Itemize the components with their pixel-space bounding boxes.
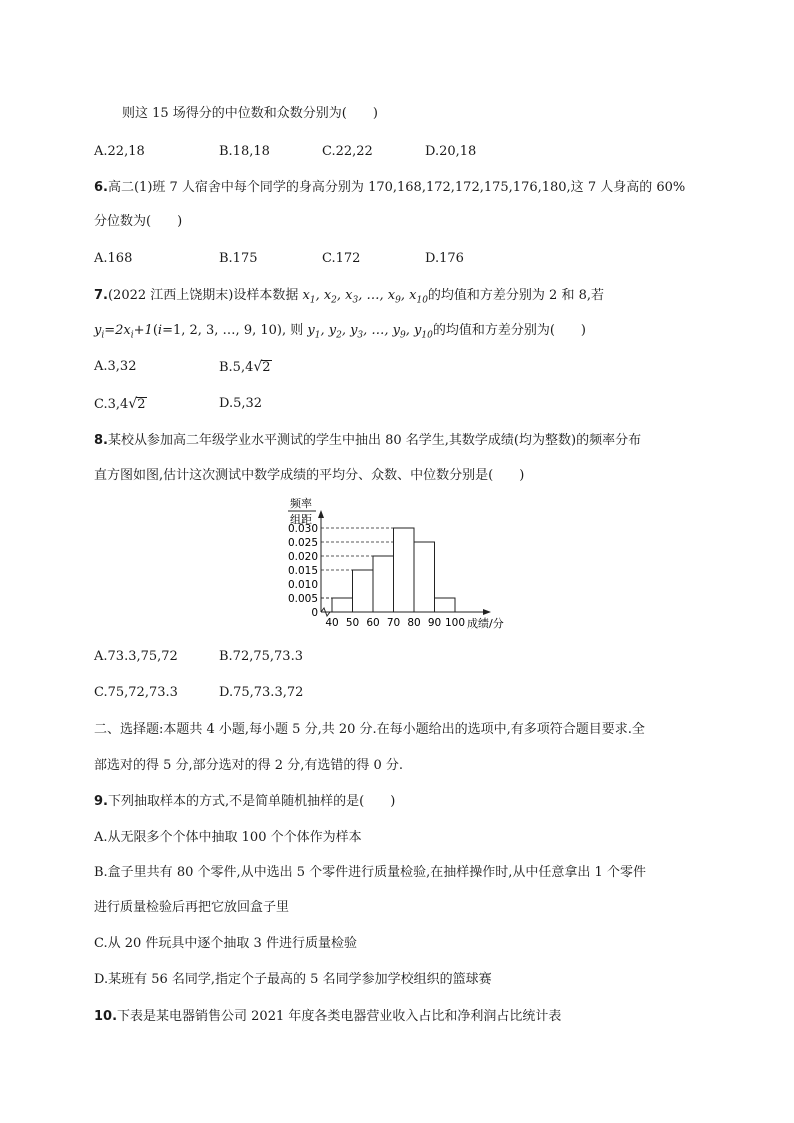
y-tick-labels: [288, 523, 318, 619]
q8-option-b: B.72,75,73.3: [219, 649, 303, 664]
q8-option-d: D.75,73.3,72: [219, 685, 304, 700]
ylabel-top: 频率: [290, 497, 312, 510]
x-tick-label: 40: [325, 617, 339, 629]
q9-stem: [94, 793, 395, 811]
section2-line2: 部选对的得 5 分,部分选对的得 2 分,有选错的得 0 分.: [94, 758, 404, 773]
x-tick-label: 60: [366, 617, 380, 629]
histogram-bar: [353, 570, 374, 612]
q7-number: 7.: [94, 288, 108, 303]
section2-line1: 二、选择题:本题共 4 小题,每小题 5 分,共 20 分.在每小题给出的选项中,有多项符合题目要求.全: [94, 722, 645, 737]
chart-bars: [332, 528, 455, 612]
q7-line1: [94, 287, 604, 310]
y-tick-label: 0.005: [287, 593, 318, 605]
q5-option-c: C.22,22: [322, 144, 373, 159]
q9-option-b-line2: 进行质量检验后再把它放回盒子里: [94, 900, 290, 915]
histogram-bar: [332, 598, 353, 612]
q7-option-c: C.3,4√2: [94, 396, 146, 412]
y-axis-arrow: [318, 510, 324, 518]
y-tick-label: 0.020: [287, 551, 318, 563]
q9-text: 下列抽取样本的方式,不是简单随机抽样的是( ): [107, 794, 396, 809]
x-tick-label: 80: [407, 617, 421, 629]
q8-option-a: A.73.3,75,72: [94, 649, 178, 664]
q8-line1: [94, 432, 641, 450]
q9-option-d: D.某班有 56 名同学,指定个子最高的 5 名同学参加学校组织的篮球赛: [94, 972, 492, 987]
xlabel: 成绩/分: [467, 617, 504, 630]
y-tick-label: 0.015: [287, 565, 318, 577]
q5-option-a: A.22,18: [94, 144, 145, 159]
q7-suffix1: 的均值和方差分别为 2 和 8,若: [427, 288, 604, 303]
q9-option-a: A.从无限多个个体中抽取 100 个个体作为样本: [94, 830, 362, 845]
q10-number: 10.: [94, 1009, 118, 1024]
q7-transform: $y_i=2x_i+1$: [94, 323, 153, 341]
y-tick-label: 0.010: [287, 579, 318, 591]
q7-y-data: $y_1$, $y_2$, $y_3$, …, $y_9$, $y_{10}$: [307, 323, 433, 341]
x-tick-label: 70: [386, 617, 401, 629]
y-tick-label: 0.030: [287, 523, 318, 535]
frequency-histogram: [280, 494, 520, 636]
x-axis-arrow: [483, 609, 491, 615]
q6-option-c: C.172: [322, 251, 361, 266]
q8-line2: 直方图如图,估计这次测试中数学成绩的平均分、众数、中位数分别是( ): [94, 468, 525, 483]
q8-option-c: C.75,72,73.3: [94, 685, 178, 700]
q7-option-a: A.3,32: [94, 359, 137, 374]
q6-option-d: D.176: [425, 251, 464, 266]
q6-text-1: 高二(1)班 7 人宿舍中每个同学的身高分别为 170,168,172,172,175,176,180,这 7 人身高的 60%: [107, 180, 686, 195]
q10-stem: [94, 1008, 561, 1026]
q5-stem: 则这 15 场得分的中位数和众数分别为( ): [122, 106, 378, 121]
q7-suffix2: 的均值和方差分别为( ): [432, 323, 586, 338]
x-tick-labels: [325, 617, 465, 629]
q6-line1: [94, 179, 685, 197]
q6-number: 6.: [94, 180, 108, 195]
y-tick-label: 0.025: [287, 537, 318, 549]
q8-number: 8.: [94, 433, 108, 448]
x-tick-label: 100: [444, 617, 466, 629]
histogram-bar: [435, 598, 456, 612]
q7-option-d: D.5,32: [219, 396, 263, 411]
q8-text-1: 某校从参加高二年级学业水平测试的学生中抽出 80 名学生,其数学成绩(均为整数)的频率分布: [107, 433, 642, 448]
q7-line2: $y_i=2x_i+1(i=1$, 2, 3, …, 9, 10), 则 $y_1$, $y_2$, $y_3$, …, $y_9$, $y_{10}$的均值和方差分别为( ): [94, 323, 586, 341]
histogram-bar: [394, 528, 415, 612]
q9-option-c: C.从 20 件玩具中逐个抽取 3 件进行质量检验: [94, 936, 357, 951]
q6-option-b: B.175: [219, 251, 258, 266]
q10-text: 下表是某电器销售公司 2021 年度各类电器营业收入占比和净利润占比统计表: [117, 1009, 562, 1024]
q7-prefix: (2022 江西上饶期末)设样本数据: [107, 288, 303, 303]
q7-sample-data: $x_1$, $x_2$, $x_3$, …, $x_9$, $x_{10}$: [302, 288, 428, 306]
q5-option-d: D.20,18: [425, 144, 477, 159]
q9-number: 9.: [94, 794, 108, 809]
q5-option-b: B.18,18: [219, 144, 270, 159]
histogram-bar: [373, 556, 394, 612]
x-tick-label: 50: [345, 617, 360, 629]
ylabel-bottom: 组距: [290, 513, 312, 526]
q6-option-a: A.168: [94, 251, 133, 266]
q9-option-b-line1: B.盒子里共有 80 个零件,从中选出 5 个零件进行质量检验,在抽样操作时,从中任意拿出 1 个零件: [94, 865, 646, 880]
q7-option-b: B.5,4√2: [219, 359, 271, 375]
y-tick-label: 0: [311, 607, 318, 619]
x-tick-label: 90: [427, 617, 442, 629]
histogram-bar: [414, 542, 435, 612]
q6-line2: 分位数为( ): [94, 214, 183, 229]
